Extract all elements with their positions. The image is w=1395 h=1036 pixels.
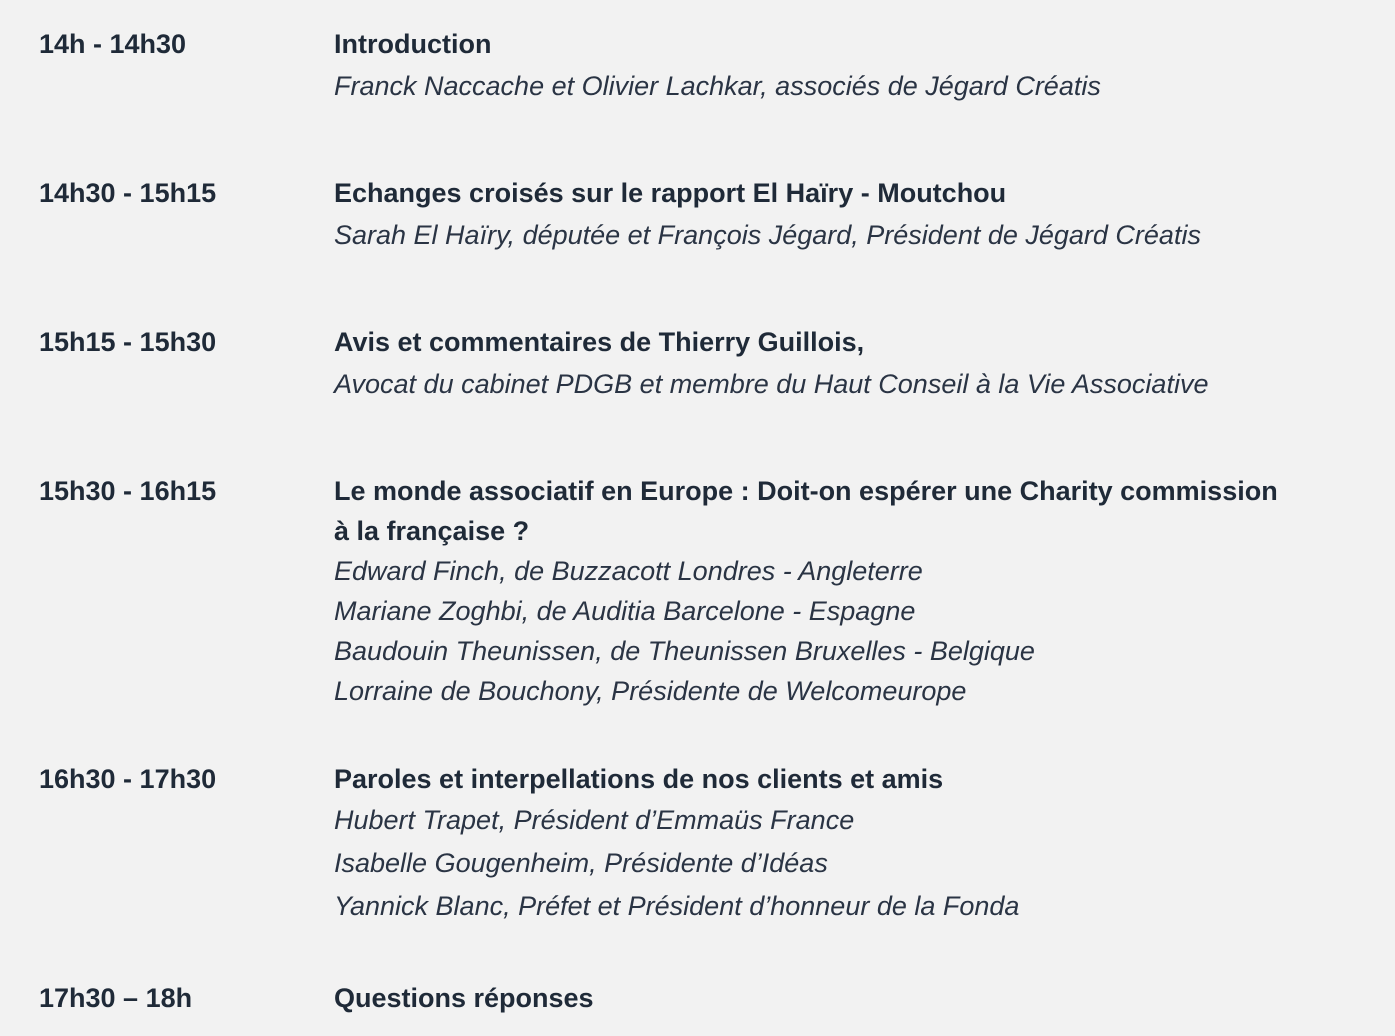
slot-time: 15h30 - 16h15 [39, 476, 217, 506]
slot-speaker: Avocat du cabinet PDGB et membre du Haut Conseil à la Vie Associative [334, 369, 1209, 399]
slot-title: Questions réponses [334, 983, 594, 1013]
slot-content [334, 471, 1374, 711]
slot-title: Echanges croisés sur le rapport El Haïry - Moutchou [334, 178, 1007, 208]
slot-content [334, 322, 1374, 406]
slot-time: 14h30 - 15h15 [39, 178, 217, 208]
slot-speaker: Hubert Trapet, Président d’Emmaüs France [334, 805, 855, 835]
slot-speaker: Franck Naccache et Olivier Lachkar, associés de Jégard Créatis [334, 71, 1101, 101]
slot-speaker: Lorraine de Bouchony, Présidente de Welcomeurope [334, 676, 967, 706]
slot-title: Le monde associatif en Europe : Doit-on espérer une Charity commission [334, 476, 1278, 506]
slot-speaker: Edward Finch, de Buzzacott Londres - Angleterre [334, 556, 923, 586]
slot-speaker: Mariane Zoghbi, de Auditia Barcelone - Espagne [334, 596, 916, 626]
slot-time: 14h - 14h30 [39, 29, 187, 59]
slot-title: Paroles et interpellations de nos clients et amis [334, 764, 944, 794]
slot-speaker: Sarah El Haïry, députée et François Jégard, Président de Jégard Créatis [334, 220, 1201, 250]
slot-title: Avis et commentaires de Thierry Guillois, [334, 327, 865, 357]
slot-speaker: Isabelle Gougenheim, Présidente d’Idéas [334, 848, 828, 878]
slot-speaker: Baudouin Theunissen, de Theunissen Bruxelles - Belgique [334, 636, 1035, 666]
slot-content [334, 759, 1374, 928]
slot-time: 16h30 - 17h30 [39, 764, 217, 794]
slot-time: 17h30 – 18h [39, 983, 193, 1013]
slot-content [334, 173, 1374, 257]
slot-content [334, 978, 1374, 1018]
slot-content [334, 24, 1374, 108]
slot-time: 15h15 - 15h30 [39, 327, 217, 357]
slot-speaker: Yannick Blanc, Préfet et Président d’honneur de la Fonda [334, 891, 1020, 921]
slot-title-continued: à la française ? [334, 516, 530, 546]
slot-title: Introduction [334, 29, 492, 59]
